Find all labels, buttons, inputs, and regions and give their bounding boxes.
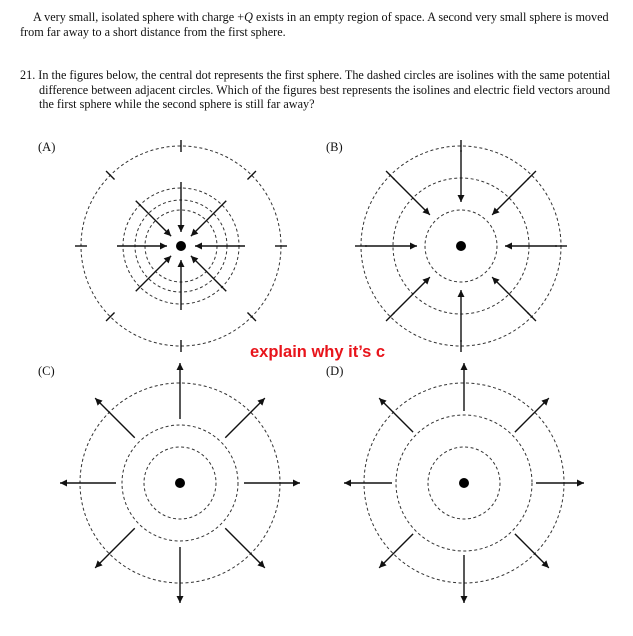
field-vector	[393, 178, 430, 215]
field-vector	[136, 256, 171, 291]
figure-c	[79, 382, 281, 584]
field-vector	[379, 534, 413, 568]
arrowhead	[160, 243, 167, 250]
central-charge	[176, 241, 186, 251]
field-vector	[225, 528, 265, 568]
intro-text-b: exists in an empty region of space. A second very small sphere is moved from far away to a short distance from the first sphere.	[20, 10, 609, 39]
field-vector	[492, 277, 529, 314]
arrowhead	[195, 243, 202, 250]
figure-d	[363, 382, 565, 584]
figure-b-label: (B)	[326, 140, 343, 154]
field-vector	[95, 398, 135, 438]
intro-text-a: A very small, isolated sphere with charge +	[33, 10, 245, 24]
figure-a-label: (A)	[38, 140, 56, 154]
field-vector	[95, 528, 135, 568]
arrowhead	[458, 195, 465, 202]
arrowhead	[293, 480, 300, 487]
arrowhead	[60, 480, 67, 487]
arrowhead	[461, 363, 468, 370]
question-21	[20, 68, 620, 112]
passage-intro	[20, 10, 620, 40]
arrowhead	[577, 480, 584, 487]
central-charge	[459, 478, 469, 488]
field-vector	[191, 256, 226, 291]
figure-d-label: (D)	[326, 364, 344, 378]
question-text: In the figures below, the central dot represents the first sphere. The dashed circles are isolines with the same potential difference between adjacent circles. Which of the figures best represents the isolines and electric field vectors around the first sphere while the second sphere is still far away?	[38, 68, 611, 111]
field-vector	[379, 398, 413, 432]
arrowhead	[178, 260, 185, 267]
central-charge	[175, 478, 185, 488]
figure-c-label: (C)	[38, 364, 55, 378]
figure-b	[360, 145, 562, 347]
arrowhead	[458, 290, 465, 297]
arrowhead	[177, 363, 184, 370]
charge-symbol: Q	[244, 10, 253, 24]
central-charge	[456, 241, 466, 251]
field-vector	[515, 398, 549, 432]
field-vector	[492, 178, 529, 215]
field-vector	[136, 201, 171, 236]
arrowhead	[178, 225, 185, 232]
field-vector	[225, 398, 265, 438]
arrowhead	[177, 596, 184, 603]
figure-a	[80, 145, 282, 347]
arrowhead	[461, 596, 468, 603]
arrowhead	[505, 243, 512, 250]
field-vector	[191, 201, 226, 236]
arrowhead	[410, 243, 417, 250]
field-vector	[515, 534, 549, 568]
question-number: 21.	[20, 68, 36, 82]
field-vector	[393, 277, 430, 314]
handwritten-annotation: explain why it’s c	[250, 343, 386, 361]
arrowhead	[344, 480, 351, 487]
